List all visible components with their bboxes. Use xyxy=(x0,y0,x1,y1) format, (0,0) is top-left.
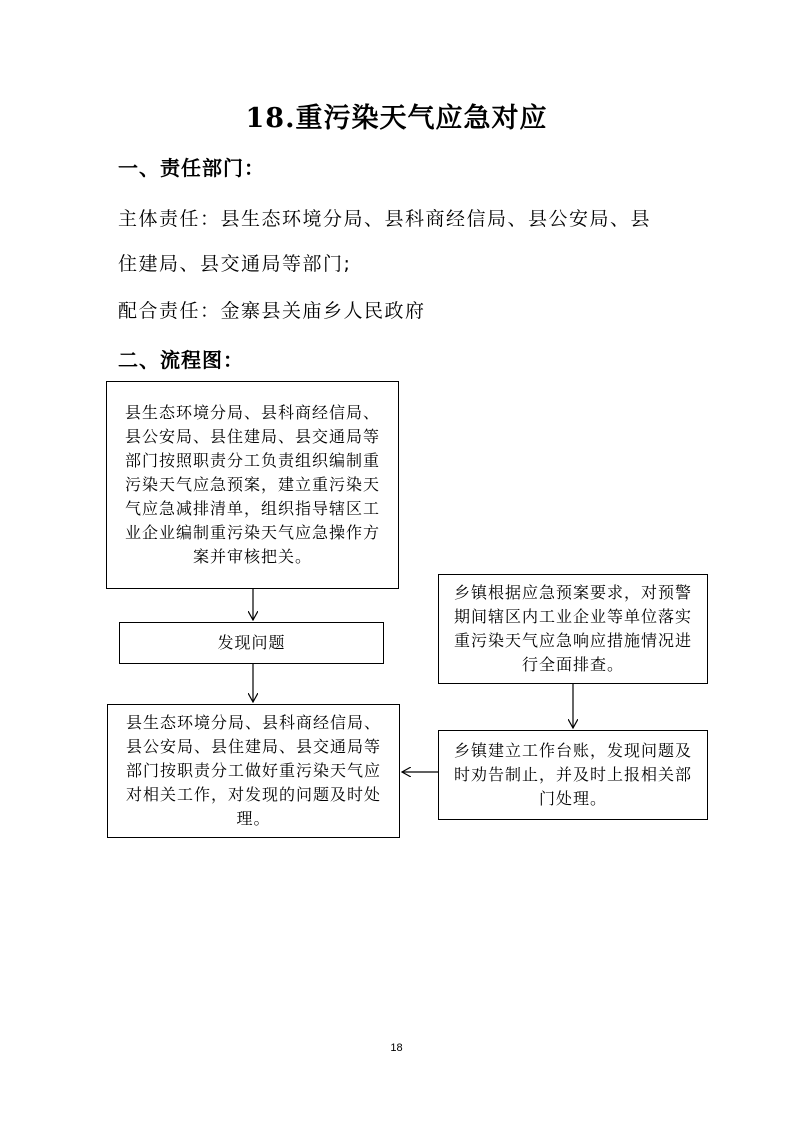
flow-box-township-inspection-text: 乡镇根据应急预案要求，对预警期间辖区内工业企业等单位落实重污染天气应急响应措施情况进行全面排查。 xyxy=(453,583,692,674)
section-heading-responsibility: 一、责任部门： xyxy=(118,156,265,180)
cooperating-responsibility: 配合责任：金寨县关庙乡人民政府 xyxy=(118,300,426,322)
page-title: 18.重污染天气应急对应 xyxy=(245,103,548,134)
section-heading-flowchart: 二、流程图： xyxy=(118,348,244,372)
page-number: 18 xyxy=(390,1042,403,1054)
flow-box-find-problems-text: 发现问题 xyxy=(217,633,286,652)
primary-responsibility-line1: 主体责任：县生态环境分局、县科商经信局、县公安局、县 xyxy=(118,208,652,230)
flow-box-township-ledger-text: 乡镇建立工作台账，发现问题及时劝告制止，并及时上报相关部门处理。 xyxy=(453,741,692,808)
flow-box-county-handling-text: 县生态环境分局、县科商经信局、县公安局、县住建局、县交通局等部门按职责分工做好重污染天气应对相关工作，对发现的问题及时处理。 xyxy=(125,713,381,828)
primary-responsibility-line2: 住建局、县交通局等部门; xyxy=(118,253,352,275)
flow-box-plan-preparation-text: 县生态环境分局、县科商经信局、县公安局、县住建局、县交通局等部门按照职责分工负责组织编制重污染天气应急预案，建立重污染天气应急减排清单，组织指导辖区工业企业编制重污染天气应急操作方案并审核把关。 xyxy=(124,403,380,566)
